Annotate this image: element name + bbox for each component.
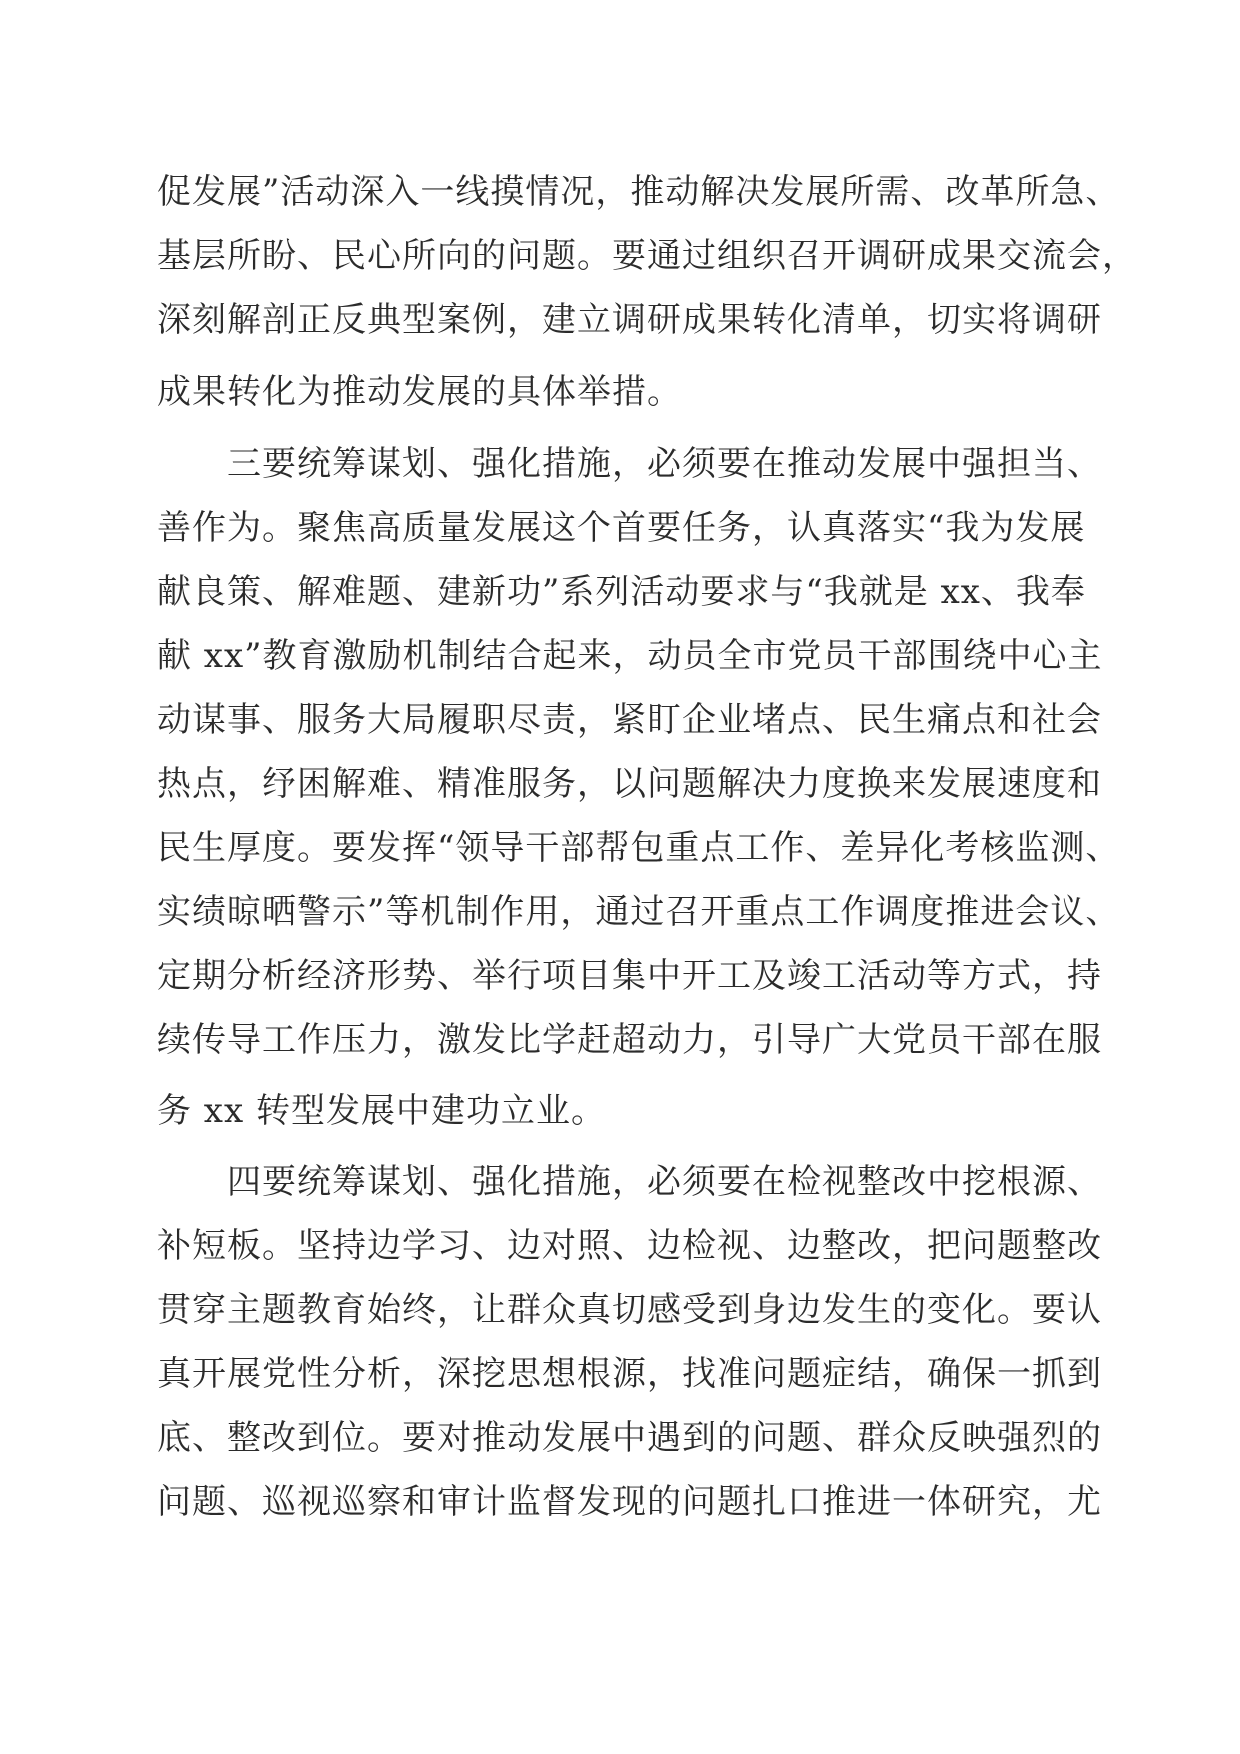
text-line: 真开展党性分析，深挖思想根源，找准问题症结，确保一抓到 (157, 1354, 1102, 1394)
text-line: 成果转化为推动发展的具体举措。 (157, 372, 682, 412)
text-line: 促发展”活动深入一线摸情况，推动解决发展所需、改革所急、 (157, 172, 1121, 212)
text-line: 定期分析经济形势、举行项目集中开工及竣工活动等方式，持 (157, 956, 1102, 996)
document-body (157, 160, 1137, 1534)
text-line: 献 xx”教育激励机制结合起来，动员全市党员干部围绕中心主 (157, 636, 1103, 676)
text-line: 贯穿主题教育始终，让群众真切感受到身边发生的变化。要认 (157, 1290, 1102, 1330)
text-line: 实绩晾晒警示”等机制作用，通过召开重点工作调度推进会议、 (157, 892, 1121, 932)
text-line: 善作为。聚焦高质量发展这个首要任务，认真落实“我为发展 (157, 508, 1086, 548)
text-line: 问题、巡视巡察和审计监督发现的问题扎口推进一体研究，尤 (157, 1482, 1102, 1522)
text-line: 献良策、解难题、建新功”系列活动要求与“我就是 xx、我奉 (157, 572, 1086, 612)
text-line: 底、整改到位。要对推动发展中遇到的问题、群众反映强烈的 (157, 1418, 1102, 1458)
text-line: 动谋事、服务大局履职尽责，紧盯企业堵点、民生痛点和社会 (157, 700, 1102, 740)
paragraph-first-line: 三要统筹谋划、强化措施，必须要在推动发展中强担当、 (227, 444, 1102, 484)
text-line: 务 xx 转型发展中建功立业。 (157, 1091, 606, 1131)
paragraph-first-line: 四要统筹谋划、强化措施，必须要在检视整改中挖根源、 (227, 1162, 1102, 1202)
text-line: 深刻解剖正反典型案例，建立调研成果转化清单，切实将调研 (157, 300, 1102, 340)
text-line: 补短板。坚持边学习、边对照、边检视、边整改，把问题整改 (157, 1226, 1102, 1266)
text-line: 续传导工作压力，激发比学赶超动力，引导广大党员干部在服 (157, 1020, 1102, 1060)
text-line: 基层所盼、民心所向的问题。要通过组织召开调研成果交流会， (157, 236, 1137, 276)
text-line: 热点，纾困解难、精准服务，以问题解决力度换来发展速度和 (157, 764, 1102, 804)
text-line: 民生厚度。要发挥“领导干部帮包重点工作、差异化考核监测、 (157, 828, 1121, 868)
